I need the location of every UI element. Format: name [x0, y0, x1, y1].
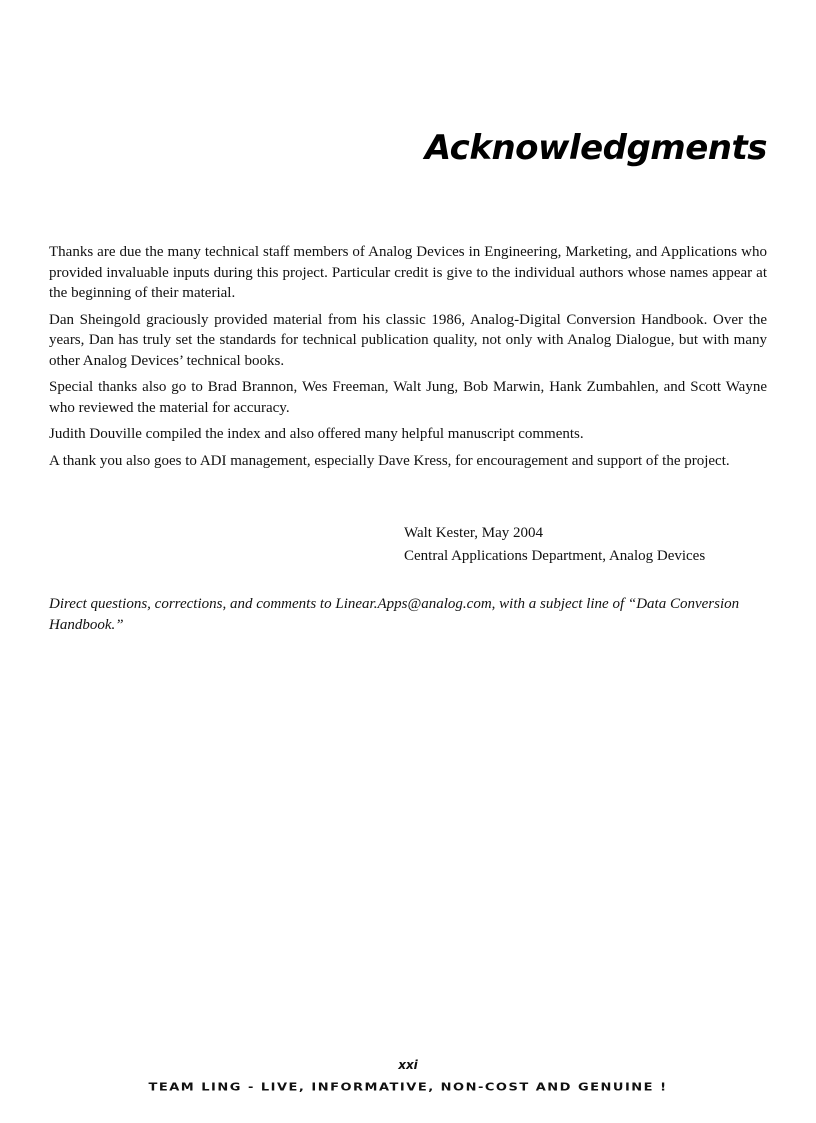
acknowledgments-body [49, 242, 767, 477]
contact-note: Direct questions, corrections, and comments to Linear.Apps@analog.com, with a subject line of “Data Conversion Handbook.” [49, 596, 740, 633]
signature-block [404, 522, 705, 567]
watermark-text: TEAM LING - LIVE, INFORMATIVE, NON-COST AND GENUINE ! [148, 1081, 668, 1094]
paragraph-index: Judith Douville compiled the index and also offered many helpful manuscript comments. [49, 426, 584, 442]
paragraph-reviewers: Special thanks also go to Brad Brannon, Wes Freeman, Walt Jung, Bob Marwin, Hank Zumbahlen, and Scott Wayne who reviewed the material for accuracy. [49, 379, 767, 416]
paragraph-dan-sheingold: Dan Sheingold graciously provided material from his classic 1986, Analog-Digital Conversion Handbook. Over the years, Dan has truly set the standards for technical publication quality, not only with Analog Dialogue, but with many other Analog Devices’ technical books. [49, 311, 767, 369]
signature-name-date: Walt Kester, May 2004 [404, 525, 543, 541]
page-title: Acknowledgments [424, 128, 767, 168]
paragraph-staff-thanks: Thanks are due the many technical staff members of Analog Devices in Engineering, Marketing, and Applications who provided invaluable inputs during this project. Particular credit is give to the individual authors whose names appear at the beginning of their material. [49, 244, 767, 301]
paragraph-management: A thank you also goes to ADI management, especially Dave Kress, for encouragement and support of the project. [49, 452, 730, 469]
page-number: xxi [398, 1058, 418, 1072]
signature-department: Central Applications Department, Analog Devices [404, 547, 706, 564]
